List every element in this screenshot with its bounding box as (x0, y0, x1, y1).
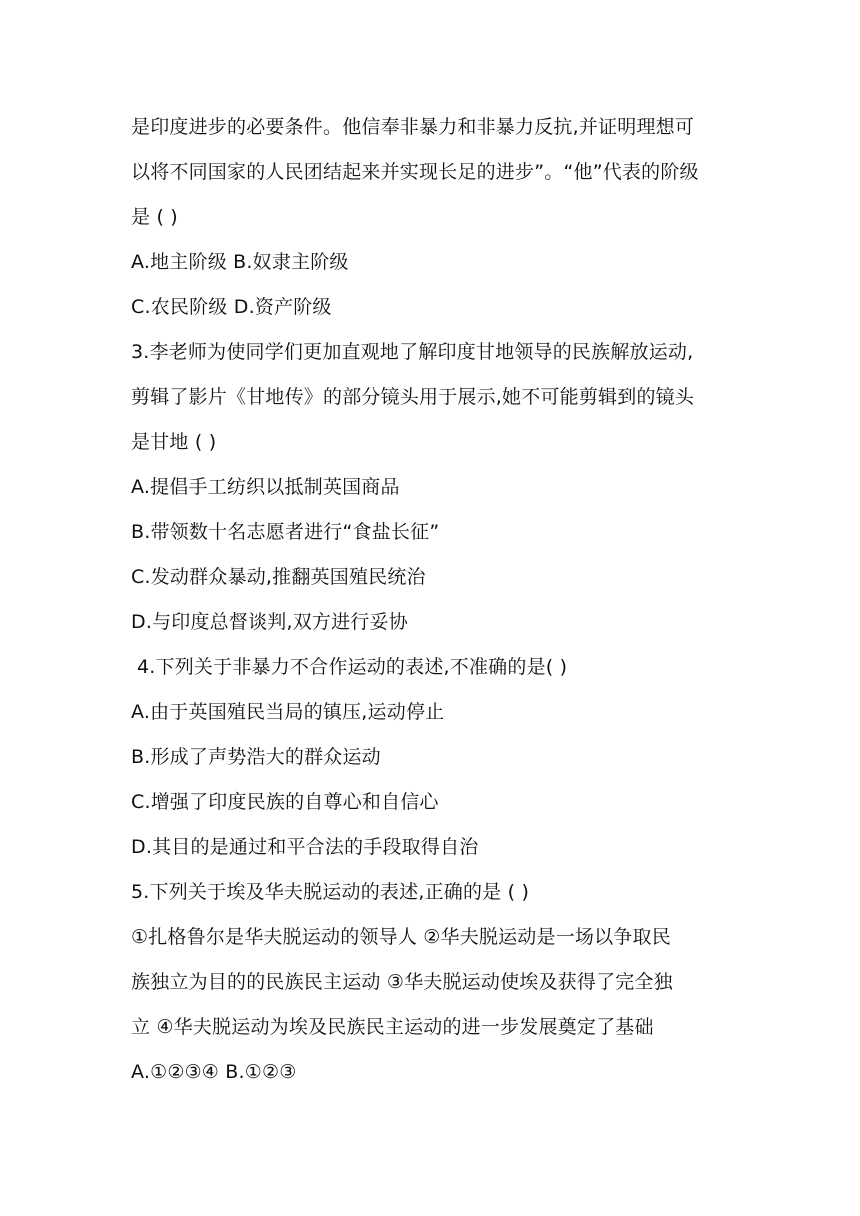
q3-stem-line-2: 剪辑了影片《甘地传》的部分镜头用于展示,她不可能剪辑到的镜头 (131, 386, 695, 408)
q3-option-a: A.提倡手工纺织以抵制英国商品 (131, 476, 400, 498)
q2-text-line-2: 以将不同国家的人民团结起来并实现长足的进步”。“他”代表的阶级 (131, 161, 699, 183)
q4-stem: 4.下列关于非暴力不合作运动的表述,不准确的是( ) (137, 656, 568, 678)
q4-option-c: C.增强了印度民族的自尊心和自信心 (131, 791, 439, 813)
q5-statement-line-1: ①扎格鲁尔是华夫脱运动的领导人 ②华夫脱运动是一场以争取民 (131, 926, 671, 948)
q3-option-d: D.与印度总督谈判,双方进行妥协 (131, 611, 408, 633)
q5-option-line-1: A.①②③④ B.①②③ (131, 1061, 297, 1083)
q3-option-c: C.发动群众暴动,推翻英国殖民统治 (131, 566, 426, 588)
q2-option-line-2: C.农民阶级 D.资产阶级 (131, 296, 332, 318)
q4-option-d: D.其目的是通过和平合法的手段取得自治 (131, 836, 479, 858)
q3-stem-line-3: 是甘地 ( ) (131, 431, 217, 453)
q5-statement-line-2: 族独立为目的的民族民主运动 ③华夫脱运动使埃及获得了完全独 (131, 971, 673, 993)
q4-option-a: A.由于英国殖民当局的镇压,运动停止 (131, 701, 445, 723)
q2-option-line-1: A.地主阶级 B.奴隶主阶级 (131, 251, 349, 273)
q3-stem-line-1: 3.李老师为使同学们更加直观地了解印度甘地领导的民族解放运动, (131, 341, 694, 363)
q4-option-b: B.形成了声势浩大的群众运动 (131, 746, 381, 768)
q3-option-b: B.带领数十名志愿者进行“食盐长征” (131, 521, 440, 543)
q5-stem: 5.下列关于埃及华夫脱运动的表述,正确的是 ( ) (131, 881, 530, 903)
q2-text-line-3: 是 ( ) (131, 206, 178, 228)
q2-text-line-1: 是印度进步的必要条件。他信奉非暴力和非暴力反抗,并证明理想可 (131, 116, 695, 138)
q5-statement-line-3: 立 ④华夫脱运动为埃及民族民主运动的进一步发展奠定了基础 (131, 1016, 654, 1038)
